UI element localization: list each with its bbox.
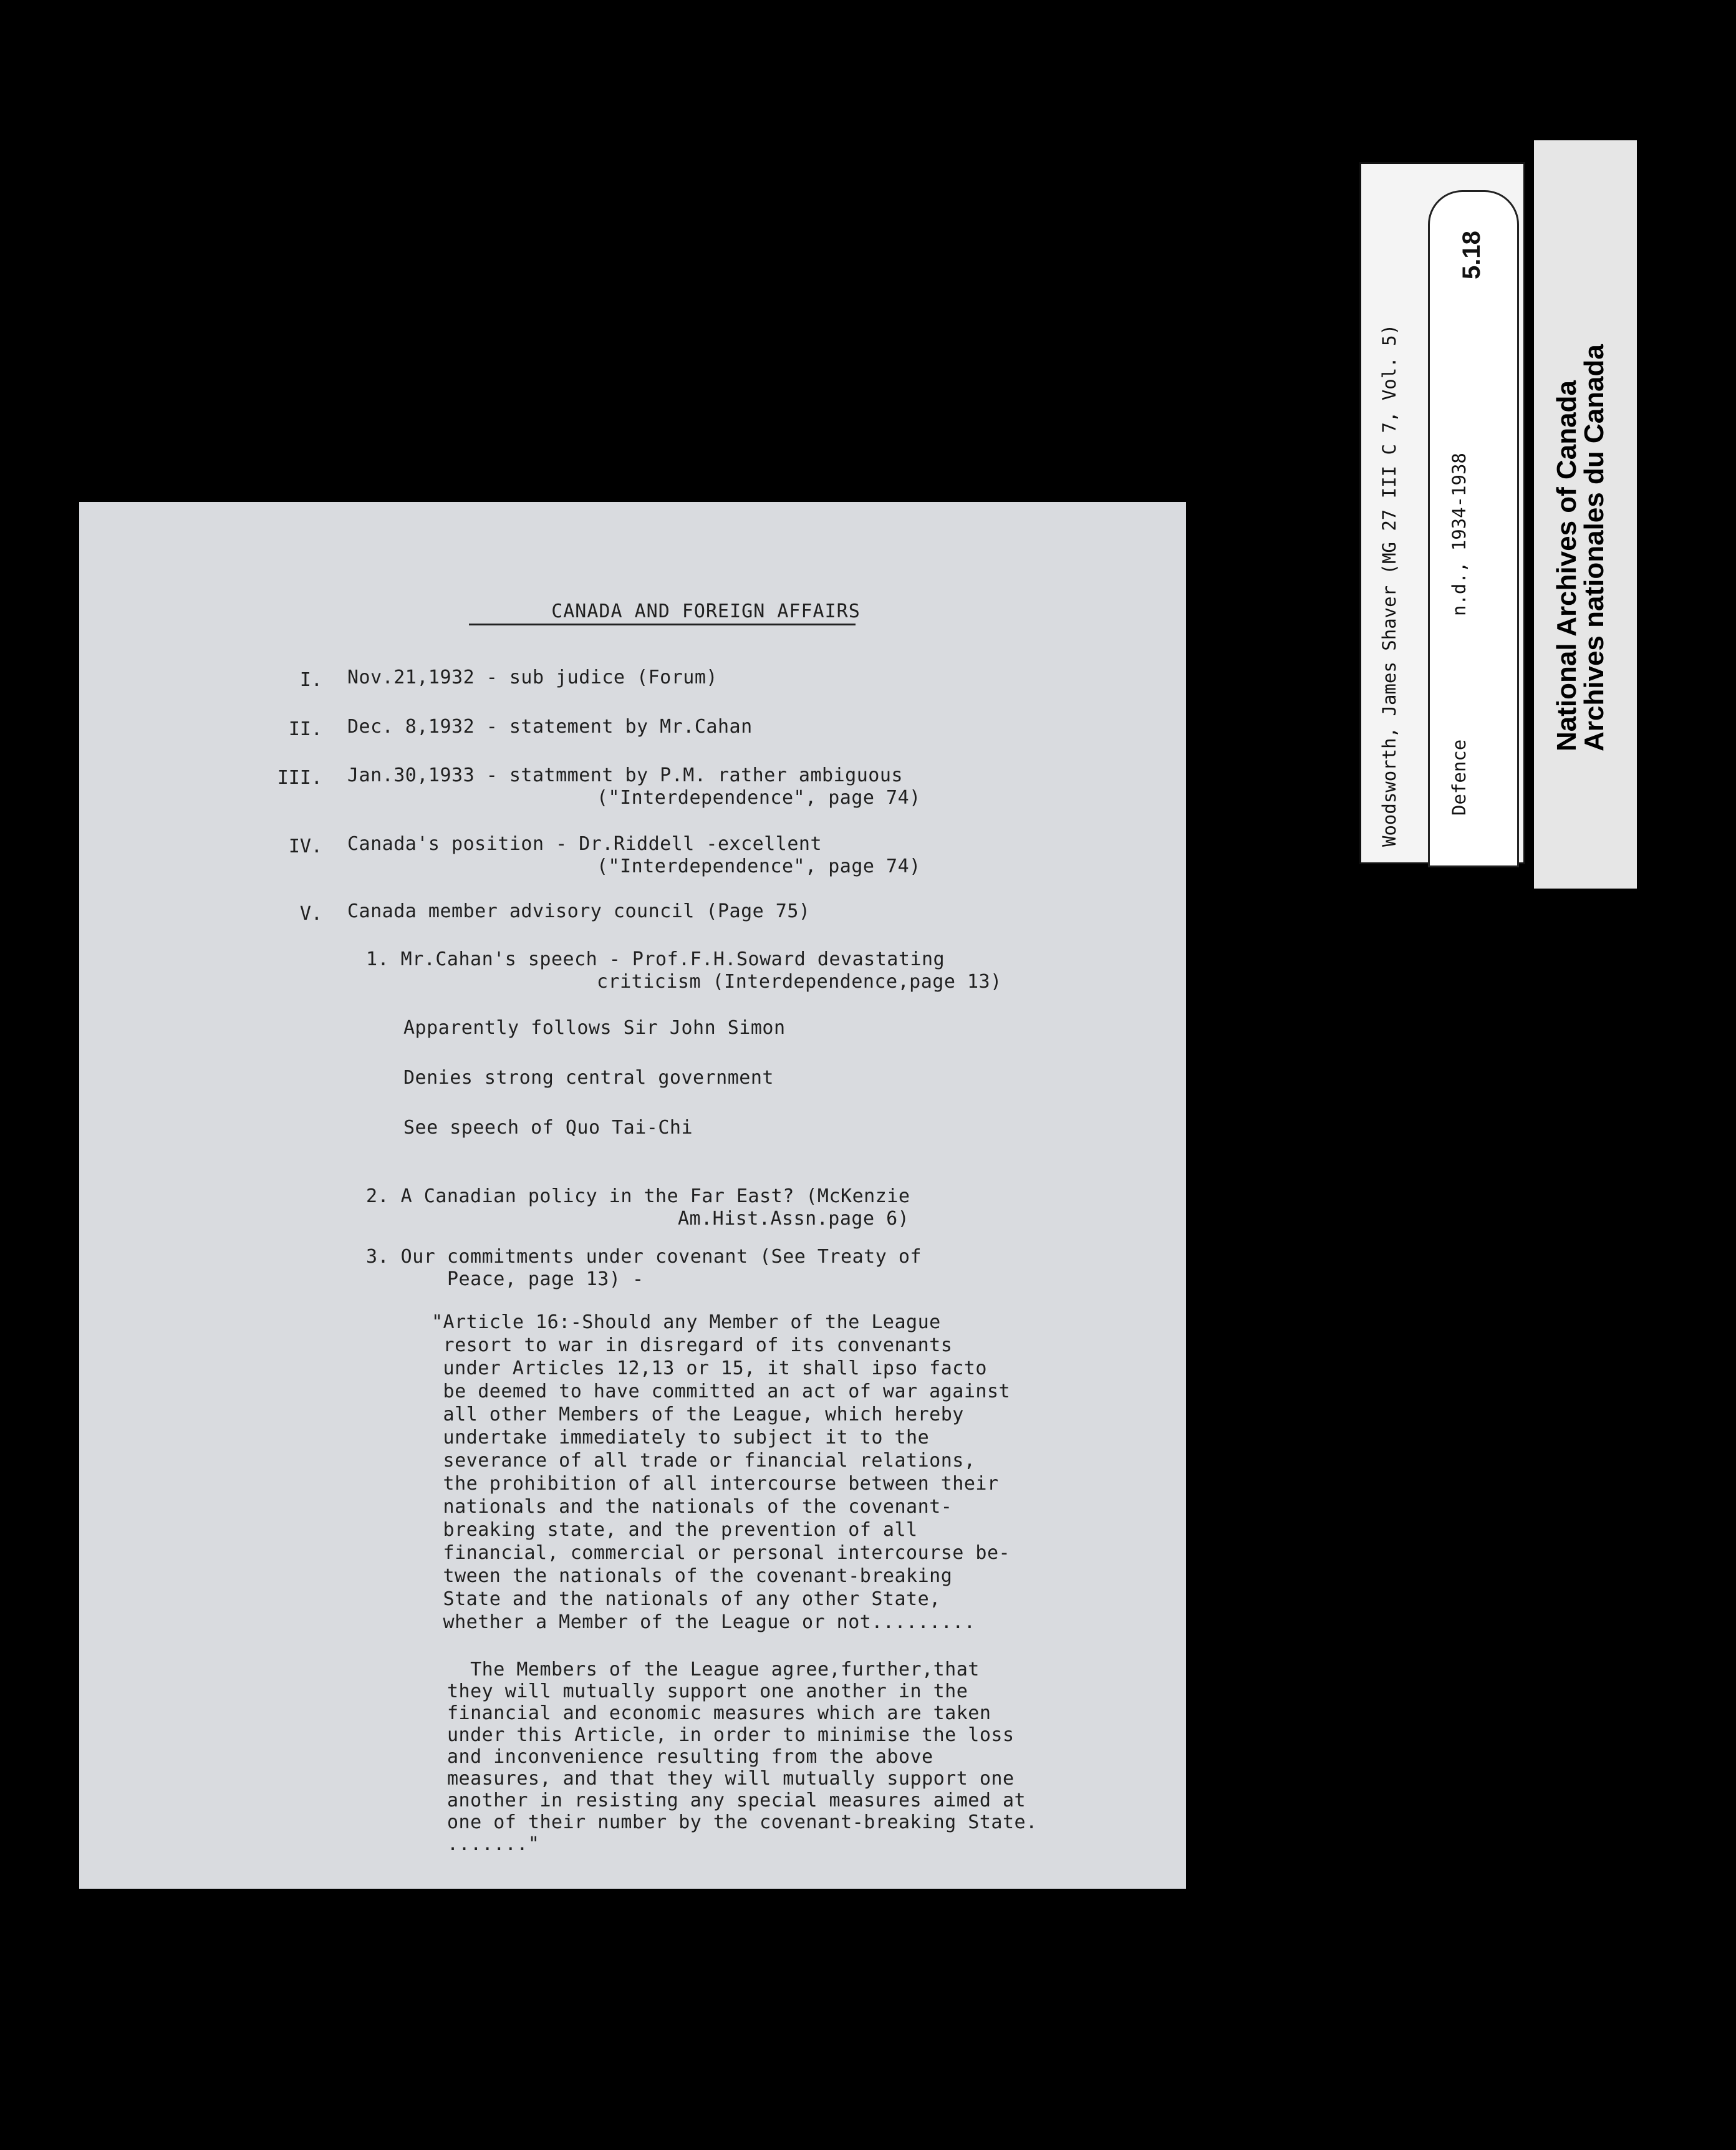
file-tab [1428, 190, 1519, 867]
note-line: See speech of Quo Tai-Chi [403, 1117, 693, 1139]
folio-number: 5.18 [1458, 231, 1485, 279]
item-number: I. [299, 669, 322, 691]
item-continuation: ("Interdependence", page 74) [597, 787, 921, 809]
item-number: V. [299, 903, 322, 925]
stamp-line-french: Archives nationales du Canada [1579, 344, 1609, 751]
document-title: CANADA AND FOREIGN AFFAIRS [551, 600, 861, 622]
item-text: Canada member advisory council (Page 75) [347, 900, 811, 922]
item-number: III. [277, 767, 322, 789]
file-dates: n.d., 1934-1938 [1449, 453, 1470, 616]
fonds-reference: Woodsworth, James Shaver (MG 27 III C 7, Vol. 5) [1379, 324, 1400, 847]
item-text: Canada's position - Dr.Riddell -excellent [347, 833, 822, 855]
item-number: II. [288, 718, 322, 740]
item-text: Dec. 8,1932 - statement by Mr.Cahan [347, 716, 753, 738]
stamp-line-english: National Archives of Canada [1551, 380, 1582, 751]
subitem-1-continuation: criticism (Interdependence,page 13) [597, 971, 1002, 993]
item-number: IV. [288, 836, 322, 857]
title-underline [469, 624, 856, 625]
typed-document-page [79, 502, 1186, 1889]
subitem-2: 2. A Canadian policy in the Far East? (McKenzie [366, 1185, 910, 1207]
item-continuation: ("Interdependence", page 74) [597, 856, 921, 877]
subitem-2-continuation: Am.Hist.Assn.page 6) [678, 1208, 910, 1230]
item-text: Jan.30,1933 - statmment by P.M. rather ambiguous [347, 764, 903, 786]
item-text: Nov.21,1932 - sub judice (Forum) [347, 667, 718, 688]
subitem-1: 1. Mr.Cahan's speech - Prof.F.H.Soward devastating [366, 948, 945, 970]
file-subject: Defence [1449, 739, 1470, 816]
subitem-3: 3. Our commitments under covenant (See Treaty of [366, 1246, 922, 1268]
subitem-3-continuation: Peace, page 13) - [447, 1268, 644, 1290]
article-16-quote: "Article 16:-Should any Member of the League resort to war in disregard of its convenants under Articles 12,13 or 15, it shall ipso facto be deemed to have committed an act of war against all other Members of the League, which hereby undertake immediately to subject it to the severance of all trade or financial relations, the prohibition of all intercourse between their nationals and the nationals of the covenant- breaking state, and the prevention of all financial, commercial or personal intercourse be- tween the nationals of the covenant-breaking State and the nationals of any other State, whether a Member of the League or not......... [432, 1311, 1011, 1633]
note-line: Apparently follows Sir John Simon [403, 1017, 786, 1039]
national-archives-stamp [1534, 140, 1637, 889]
note-line: Denies strong central government [403, 1067, 774, 1089]
article-16-quote-continued: The Members of the League agree,further,that they will mutually support one another in the financial and economic measures which are taken under this Article, in order to minimise the loss and inconvenience resulting from the above measures, and that they will mutually support one another in resisting any special measures aimed at one of their number by the covenant-breaking State. ......." [447, 1659, 1038, 1855]
